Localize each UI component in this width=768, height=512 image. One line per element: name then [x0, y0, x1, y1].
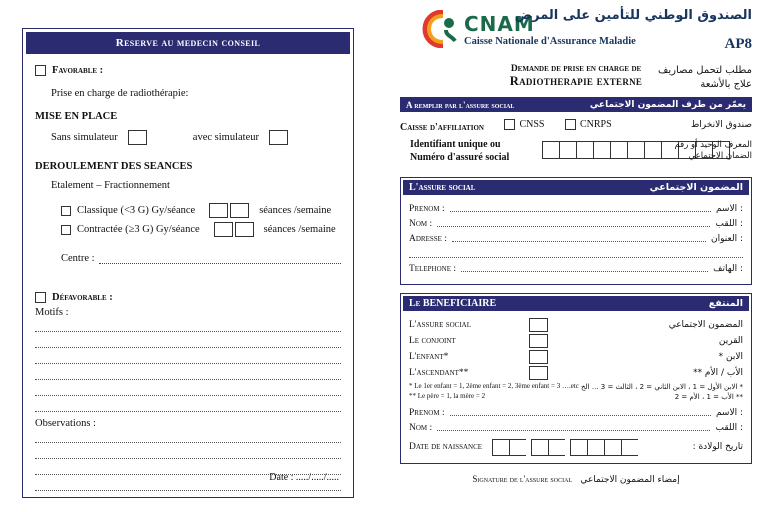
- assure-social-title-ar: المضمون الاجتماعي: [649, 182, 743, 193]
- contractee-value-box-1[interactable]: [214, 222, 233, 237]
- beneficiaire-conjoint-label: Le conjoint: [409, 336, 456, 346]
- beneficiaire-ascendant-box[interactable]: [529, 366, 548, 380]
- beneficiaire-title: Le BENEFICIAIRE: [409, 298, 497, 309]
- affiliation-arabic: صندوق الانخراط: [690, 120, 752, 130]
- beneficiaire-note-1: * Le 1er enfant = 1, 2ème enfant = 2, 3ème enfant = 3 ….etc: [409, 382, 579, 390]
- identifiant-arabic-line2: الضمان الاجتماعي: [688, 151, 752, 162]
- assure-social-section: [400, 177, 752, 285]
- centre-label: Centre :: [61, 253, 95, 264]
- beneficiaire-nom-label-ar: : اللقب: [715, 422, 743, 433]
- request-section: [400, 6, 752, 506]
- assure-adresse-label: Adresse :: [409, 234, 447, 244]
- assure-social-header: [403, 180, 749, 195]
- sans-simulateur-checkbox[interactable]: [128, 130, 147, 145]
- assure-nom-input[interactable]: [437, 217, 710, 227]
- beneficiaire-nom-input[interactable]: [437, 421, 710, 431]
- dob-month-cell[interactable]: [548, 439, 565, 456]
- cnam-arabic-title: الصندوق الوطني للتأمين على المرض: [514, 8, 752, 23]
- left-section-header: Reserve au medecin conseil: [26, 32, 350, 54]
- logo-header: [400, 6, 752, 52]
- assure-prenom-row: [409, 202, 743, 214]
- beneficiaire-conjoint-label-ar: القرين: [718, 336, 743, 346]
- identifiant-arabic-line1: المعرف الوحيد أو رقم: [674, 140, 752, 150]
- identifiant-cell[interactable]: [610, 141, 627, 159]
- classique-checkbox[interactable]: [61, 206, 71, 216]
- assure-adresse-input[interactable]: [452, 232, 706, 242]
- dob-year-cell[interactable]: [621, 439, 638, 456]
- fill-instruction-ar: يعمّر من طرف المضمون الاجتماعي: [589, 99, 746, 110]
- identifiant-cell[interactable]: [627, 141, 644, 159]
- assure-adresse-label-ar: : العنوان: [711, 234, 743, 244]
- classique-row: [61, 203, 341, 218]
- sans-simulateur-label: Sans simulateur: [51, 132, 118, 143]
- dob-day-cell[interactable]: [509, 439, 526, 456]
- classique-seances-label: séances /semaine: [259, 205, 332, 216]
- beneficiaire-prenom-row: [409, 406, 743, 418]
- motifs-label: Motifs :: [35, 307, 69, 318]
- beneficiaire-notes-ar: [581, 382, 743, 402]
- beneficiaire-prenom-label: Prenom :: [409, 407, 445, 418]
- beneficiaire-header: [403, 296, 749, 311]
- affiliation-option-cnrps[interactable]: [565, 119, 612, 130]
- defavorable-checkbox[interactable]: [35, 292, 46, 303]
- motifs-line-6[interactable]: [35, 400, 341, 412]
- beneficiaire-note-2: ** Le père = 1, la mère = 2: [409, 391, 486, 400]
- deroulement-row: [35, 161, 341, 172]
- cnss-label: CNSS: [519, 119, 545, 130]
- date-naissance-row: [409, 439, 743, 456]
- signature-label: Signature de l'assure social: [472, 473, 573, 484]
- contractee-value-box-2[interactable]: [235, 222, 254, 237]
- observations-line-2[interactable]: [35, 447, 341, 459]
- assure-adresse-row: [409, 232, 743, 244]
- assure-nom-label-ar: : اللقب: [715, 219, 743, 229]
- affiliation-row: [400, 119, 752, 135]
- date-naissance-label: Date de naissance: [409, 442, 483, 453]
- identifiant-cell[interactable]: [576, 141, 593, 159]
- beneficiaire-ascendant-label-ar: الأب / الأم **: [693, 368, 743, 378]
- dob-year-cell[interactable]: [570, 439, 587, 456]
- dob-year-cell[interactable]: [604, 439, 621, 456]
- beneficiaire-enfant-box[interactable]: [529, 350, 548, 364]
- beneficiaire-note-1-ar: * الابن الأول = 1 ، الابن الثاني = 2 ، الثالث = 3 ... الخ: [581, 383, 743, 391]
- classique-value-box-1[interactable]: [209, 203, 228, 218]
- etalement-label: Etalement – Fractionnement: [51, 180, 170, 191]
- defavorable-row[interactable]: [35, 292, 341, 303]
- demande-arabic-line1: مطلب لتحمل مصاريف: [658, 65, 752, 76]
- beneficiaire-body: [401, 313, 751, 463]
- beneficiaire-row-ascendant[interactable]: [409, 366, 743, 380]
- beneficiaire-ascendant-label: L'ascendant**: [409, 368, 469, 378]
- date-naissance-label-ar: تاريخ الولادة :: [692, 442, 743, 453]
- observations-label: Observations :: [35, 418, 96, 429]
- prise-en-charge-label: Prise en charge de radiothérapie:: [51, 88, 189, 99]
- beneficiaire-nom-label: Nom :: [409, 422, 433, 433]
- dob-year-cell[interactable]: [587, 439, 604, 456]
- beneficiaire-row-enfant[interactable]: [409, 350, 743, 364]
- classique-value-box-2[interactable]: [230, 203, 249, 218]
- prise-en-charge-row: [51, 88, 341, 99]
- favorable-checkbox[interactable]: [35, 65, 46, 76]
- beneficiaire-enfant-label: L'enfant*: [409, 352, 449, 362]
- cnam-logo-icon: [422, 10, 464, 48]
- dob-day-cell[interactable]: [492, 439, 509, 456]
- identifiant-cell[interactable]: [593, 141, 610, 159]
- identifiant-label-line1: Identifiant unique ou: [410, 139, 501, 150]
- assure-social-body: [401, 197, 751, 284]
- contractee-label: Contractée (≥3 G) Gy/séance: [77, 224, 200, 235]
- assure-telephone-label-ar: : الهاتف: [713, 264, 743, 274]
- beneficiaire-nom-row: [409, 421, 743, 433]
- mise-en-place-row: [35, 111, 341, 122]
- beneficiaire-notes: [409, 382, 743, 402]
- assure-prenom-label-ar: : الاسم: [715, 204, 743, 214]
- motifs-row: [35, 307, 341, 318]
- beneficiaire-assure-label-ar: المضمون الاجتماعي: [668, 320, 743, 330]
- beneficiaire-row-assure[interactable]: [409, 318, 743, 332]
- cnrps-checkbox[interactable]: [565, 119, 576, 130]
- cnss-checkbox[interactable]: [504, 119, 515, 130]
- fill-instruction-bar: [400, 97, 752, 112]
- identifiant-label-line2: Numéro d'assuré social: [410, 151, 510, 163]
- avec-simulateur-checkbox[interactable]: [269, 130, 288, 145]
- signature-block: [400, 474, 752, 485]
- mise-en-place-label: MISE EN PLACE: [35, 111, 118, 122]
- observations-row: [35, 418, 341, 429]
- etalement-row: [51, 180, 341, 191]
- demande-arabic-line2: علاج بالأشعة: [700, 78, 752, 90]
- beneficiaire-enfant-label-ar: الابن *: [718, 352, 743, 362]
- beneficiaire-prenom-input[interactable]: [450, 406, 711, 416]
- contractee-checkbox[interactable]: [61, 225, 71, 235]
- assure-social-title: L'assure social: [409, 182, 476, 193]
- dob-month-cell[interactable]: [531, 439, 548, 456]
- identifiant-row: [400, 139, 752, 169]
- beneficiaire-conjoint-box[interactable]: [529, 334, 548, 348]
- deroulement-label: DEROULEMENT DES SEANCES: [35, 161, 193, 172]
- demande-line1: Demande de prise en charge de: [510, 64, 642, 74]
- affiliation-label: Caisse d'affiliation: [400, 122, 484, 133]
- favorable-row[interactable]: [35, 65, 341, 76]
- beneficiaire-title-ar: المنتفع: [708, 298, 743, 309]
- cnam-acronym: CNAM: [464, 12, 535, 36]
- assure-prenom-label: Prenom :: [409, 204, 445, 214]
- cnam-subtitle: Caisse Nationale d'Assurance Maladie: [464, 36, 636, 47]
- beneficiaire-assure-label: L'assure social: [409, 320, 472, 330]
- beneficiaire-section: [400, 293, 752, 464]
- date-field[interactable]: Date : ...../...../.....: [269, 472, 339, 483]
- identifiant-label: [410, 139, 509, 164]
- assure-telephone-label: Telephone :: [409, 264, 456, 274]
- affiliation-option-cnss[interactable]: [504, 119, 544, 130]
- assure-nom-row: [409, 217, 743, 229]
- assure-telephone-row: [409, 262, 743, 274]
- contractee-seances-label: séances /semaine: [263, 224, 336, 235]
- signature-label-ar: إمضاء المضمون الاجتماعي: [580, 474, 680, 485]
- assure-telephone-input[interactable]: [461, 262, 708, 272]
- favorable-label: Favorable :: [52, 65, 104, 76]
- beneficiaire-row-conjoint[interactable]: [409, 334, 743, 348]
- motifs-line-4[interactable]: [35, 368, 341, 380]
- motifs-line-1[interactable]: [35, 320, 341, 332]
- beneficiaire-note-2-ar: ** الأب = 1 ، الأم = 2: [674, 393, 743, 402]
- beneficiaire-prenom-label-ar: : الاسم: [715, 407, 743, 418]
- identifiant-cell[interactable]: [559, 141, 576, 159]
- demande-title-block: [400, 64, 752, 89]
- simulateur-row: [51, 130, 341, 145]
- avec-simulateur-label: avec simulateur: [192, 132, 259, 143]
- identifiant-cell[interactable]: [542, 141, 559, 159]
- fill-instruction-fr: A remplir par l'assure social: [406, 99, 515, 110]
- observations-line-1[interactable]: [35, 431, 341, 443]
- motifs-line-5[interactable]: [35, 384, 341, 396]
- assure-prenom-input[interactable]: [450, 202, 711, 212]
- identifiant-arabic: [675, 140, 753, 162]
- centre-input[interactable]: [99, 254, 341, 264]
- classique-label: Classique (<3 G) Gy/séance: [77, 205, 196, 216]
- centre-row: [61, 253, 341, 264]
- assure-nom-label: Nom :: [409, 219, 433, 229]
- motifs-line-2[interactable]: [35, 336, 341, 348]
- medical-advisor-section: [22, 28, 354, 498]
- demande-line2: Radiotherapie externe: [509, 74, 643, 88]
- beneficiaire-assure-box[interactable]: [529, 318, 548, 332]
- assure-adresse-line-2[interactable]: [409, 247, 743, 258]
- demande-arabic: [658, 64, 752, 91]
- motifs-line-3[interactable]: [35, 352, 341, 364]
- contractee-row: [61, 222, 341, 237]
- identifiant-cell[interactable]: [644, 141, 661, 159]
- cnrps-label: CNRPS: [579, 119, 612, 130]
- form-code: AP8: [724, 36, 752, 52]
- defavorable-label: Défavorable :: [52, 292, 113, 303]
